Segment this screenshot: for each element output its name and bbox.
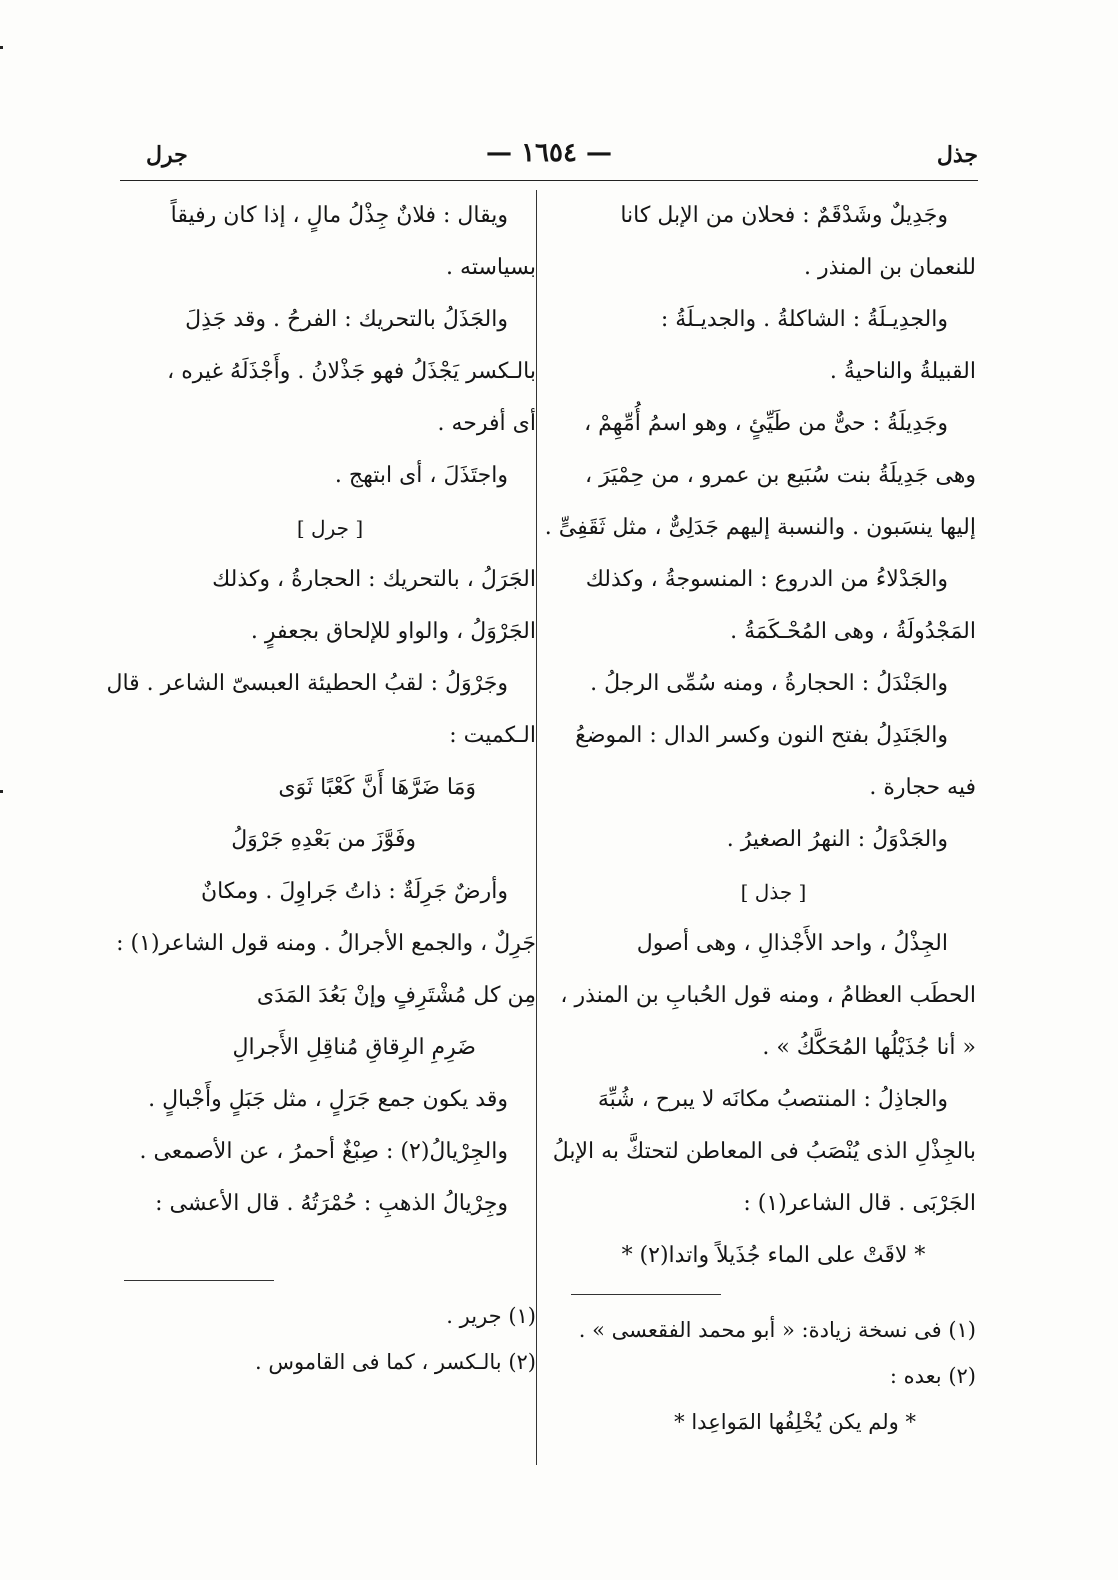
text-line: واجتَذَلَ ، أى ابتهج . bbox=[334, 463, 508, 488]
text-line: الجِذْلُ ، واحد الأَجْذالِ ، وهى أصول bbox=[636, 931, 948, 956]
scan-mark bbox=[0, 46, 3, 49]
text-line: وجَرْوَلُ : لقبُ الحطيئة العبسىّ الشاعر . قال bbox=[106, 671, 508, 696]
scan-mark bbox=[0, 790, 3, 793]
entry-heading-jdhl: [ جذل ] bbox=[740, 880, 807, 904]
entry-heading-jrl: [ جرل ] bbox=[296, 516, 364, 540]
verse-line: وفَوَّزَ من بَعْدِهِ جَرْوَلُ bbox=[231, 827, 416, 852]
text-line: المَجْدُولَةُ ، وهى المُحْـكَمَةُ . bbox=[730, 619, 976, 644]
text-line: وجِرْيالُ الذهبِ : حُمْرَتُهُ . قال الأعشى : bbox=[155, 1191, 508, 1216]
text-line: القبيلةُ والناحيةُ . bbox=[829, 359, 976, 384]
text-line: جَرِلٌ ، والجمع الأجرالُ . ومنه قول الشاعر(١) : bbox=[116, 931, 536, 956]
verse-line: ضَرِمِ الرِقاقِ مُناقِلِ الأَجرالِ bbox=[232, 1035, 476, 1060]
header-root-word-left: جرل bbox=[146, 142, 188, 168]
text-line: الجَرْبَى . قال الشاعر(١) : bbox=[743, 1191, 976, 1216]
text-line: فيه حجارة . bbox=[869, 775, 976, 800]
verse-line: * لاقَتْ على الماء جُذَيلاً واتدا(٢) * bbox=[621, 1243, 926, 1268]
text-line: أى أفرحه . bbox=[437, 411, 536, 436]
text-line: والجَدْوَلُ : النهرُ الصغيرُ . bbox=[726, 827, 948, 852]
left-column bbox=[106, 190, 536, 1385]
text-line: والجَنَدِلُ بفتح النون وكسر الدال : الموضعُ bbox=[575, 723, 948, 748]
verse-line: مِن كل مُشْتَرِفٍ وإنْ بَعُدَ المَدَى bbox=[256, 983, 536, 1008]
text-line: الـكميت : bbox=[449, 723, 536, 748]
footnote: (١) فى نسخة زيادة: « أبو محمد الفقعسى » . bbox=[578, 1318, 976, 1342]
text-line: الجَرَلُ ، بالتحريك : الحجارةُ ، وكذلك bbox=[212, 567, 536, 592]
footnote: (١) جرير . bbox=[446, 1304, 536, 1328]
header-rule bbox=[120, 180, 978, 181]
footnote-rule bbox=[571, 1294, 721, 1295]
running-header bbox=[120, 138, 978, 178]
text-line: والجَدْلاءُ من الدروع : المنسوجةُ ، وكذلك bbox=[585, 567, 948, 592]
text-line: الحطَب العظامُ ، ومنه قول الحُبابِ بن المنذر ، bbox=[560, 983, 976, 1008]
text-line: الجَرْوَلُ ، والواو للإلحاق بجعفرٍ . bbox=[250, 619, 536, 644]
text-line: بسياسته . bbox=[446, 255, 536, 280]
text-line: « أنا جُذَيْلُها المُحَكَّكُ » . bbox=[762, 1035, 976, 1060]
page-number: — ١٦٥٤ — bbox=[486, 138, 612, 168]
verse-line: وَمَا ضَرَّهَا أَنَّ كَعْبًا ثَوَى bbox=[278, 775, 476, 800]
footnote-verse: * ولم يكن يُخْلِفُها المَواعِدا * bbox=[674, 1410, 916, 1434]
text-line: والجاذِلُ : المنتصبُ مكانَه لا يبرح ، شُبِّهَ bbox=[597, 1087, 948, 1112]
text-line: والجَذَلُ بالتحريك : الفرحُ . وقد جَذِلَ bbox=[185, 307, 508, 332]
text-line: والجِرْيالُ(٢) : صِبْغٌ أحمرُ ، عن الأصمعى . bbox=[139, 1139, 508, 1164]
text-line: وجَدِيلَةُ : حىٌّ من طَيِّئٍ ، وهو اسمُ أُمِّهِمْ ، bbox=[584, 411, 948, 436]
text-line: والجَنْدَلُ : الحجارةُ ، ومنه سُمِّى الرجلُ . bbox=[590, 671, 948, 696]
text-line: والجدِيـلَةُ : الشاكلةُ . والجديـلَةُ : bbox=[660, 307, 948, 332]
footnote: (٢) بالـكسر ، كما فى القاموس . bbox=[255, 1350, 536, 1374]
text-line: وأرضٌ جَرِلَةٌ : ذاتُ جَراوِلَ . ومكانٌ bbox=[200, 879, 508, 904]
footnote: (٢) بعده : bbox=[889, 1364, 976, 1388]
text-line: وجَدِيلٌ وشَدْقَمٌ : فحلان من الإبل كانا bbox=[620, 203, 948, 228]
text-line: للنعمان بن المنذر . bbox=[803, 255, 976, 280]
text-line: إليها ينسَبون . والنسبة إليهم جَدَلِىٌّ ، مثل ثَقَفِىٍّ . bbox=[544, 515, 976, 540]
footnote-rule bbox=[124, 1280, 274, 1281]
right-column bbox=[544, 190, 976, 1445]
text-line: بالجِذْلِ الذى يُنْصَبُ فى المعاطن لتحتكَّ به الإبلُ bbox=[552, 1139, 976, 1164]
text-line: وقد يكون جمع جَرَلٍ ، مثل جَبَلٍ وأَجْبالٍ . bbox=[148, 1087, 508, 1112]
text-line: بالـكسر يَجْذَلُ فهو جَذْلانُ . وأَجْذَلَهُ غيره ، bbox=[167, 359, 536, 384]
column-divider bbox=[536, 190, 537, 1465]
text-line: ويقال : فلانٌ جِذْلُ مالٍ ، إذا كان رفيقاً bbox=[170, 203, 508, 228]
text-line: وهى جَدِيلَةُ بنت سُبَيع بن عمرو ، من حِمْيَرَ ، bbox=[585, 463, 976, 488]
header-root-word-right: جذل bbox=[936, 142, 978, 168]
